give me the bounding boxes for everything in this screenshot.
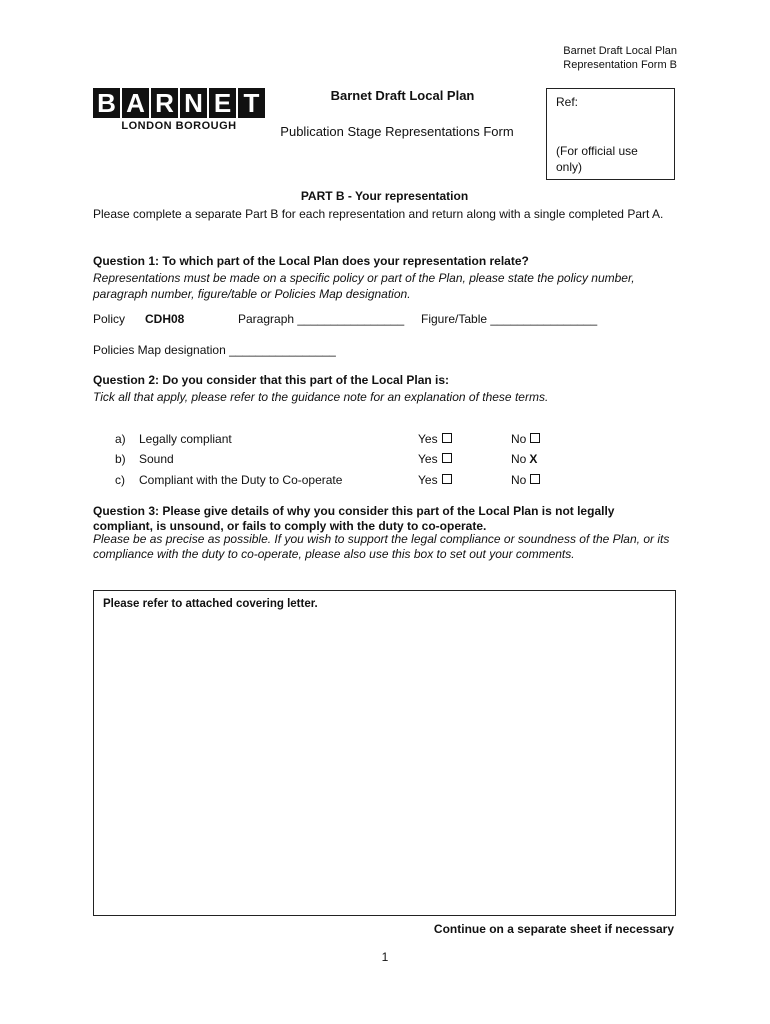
comment-text: Please refer to attached covering letter. (103, 598, 318, 610)
yes-option[interactable] (418, 473, 452, 487)
policy-value[interactable]: CDH08 (145, 312, 185, 326)
page-number: 1 (381, 950, 389, 964)
form-header (563, 44, 677, 72)
list-item (93, 452, 676, 470)
form-subtitle: Publication Stage Representations Form (280, 124, 514, 139)
no-checked-mark[interactable]: X (529, 452, 538, 466)
yes-option[interactable] (418, 452, 452, 466)
paragraph-field[interactable]: Paragraph ________________ (238, 312, 405, 326)
yes-checkbox[interactable] (442, 474, 452, 484)
yes-label: Yes (418, 452, 438, 466)
ref-label: Ref: (556, 95, 579, 109)
no-checkbox[interactable] (530, 433, 540, 443)
barnet-logo (93, 88, 265, 132)
no-label: No (511, 432, 527, 446)
question-1-title: Question 1: To which part of the Local Plan does your representation relate? (93, 254, 529, 268)
no-option[interactable] (511, 432, 540, 446)
logo-letters (93, 88, 265, 118)
header-form-name: Representation Form B (563, 59, 677, 71)
yes-label: Yes (418, 473, 438, 487)
question-3-title: Question 3: Please give details of why you consider this part of the Local Plan is not legally compliant, is unsound, or fails to comply with the duty to co-operate. (93, 504, 615, 533)
yes-checkbox[interactable] (442, 453, 452, 463)
yes-label: Yes (418, 432, 438, 446)
logo-letter: A (122, 88, 149, 118)
list-item (93, 473, 676, 491)
item-label: Legally compliant (139, 432, 232, 446)
question-2-note: Tick all that apply, please refer to the guidance note for an explanation of these terms. (93, 390, 549, 404)
logo-letter: E (209, 88, 236, 118)
yes-checkbox[interactable] (442, 433, 452, 443)
question-2-title: Question 2: Do you consider that this part of the Local Plan is: (93, 373, 450, 387)
policy-label: Policy (93, 312, 126, 326)
policies-map-field[interactable]: Policies Map designation ________________ (93, 343, 336, 357)
item-label: Compliant with the Duty to Co-operate (139, 473, 343, 487)
figure-table-field[interactable]: Figure/Table ________________ (421, 312, 598, 326)
header-plan-name: Barnet Draft Local Plan (563, 45, 677, 57)
part-b-title: PART B - Your representation (300, 189, 469, 203)
comment-textbox[interactable] (93, 590, 676, 916)
no-label: No (511, 473, 527, 487)
yes-option[interactable] (418, 432, 452, 446)
no-option[interactable] (511, 473, 540, 487)
item-letter: a) (115, 432, 126, 446)
item-label: Sound (139, 452, 174, 466)
logo-subtitle: LONDON BOROUGH (121, 120, 237, 132)
question-1-note: Representations must be made on a specific policy or part of the Plan, please state the policy number, paragraph number, figure/table or Policies Map designation. (93, 271, 635, 301)
logo-letter: N (180, 88, 207, 118)
ref-note: (For official use only) (556, 144, 638, 174)
no-option[interactable] (511, 452, 537, 466)
no-checkbox[interactable] (530, 474, 540, 484)
form-title: Barnet Draft Local Plan (330, 88, 475, 103)
item-letter: c) (115, 473, 125, 487)
list-item (93, 432, 676, 450)
logo-letter: T (238, 88, 265, 118)
item-letter: b) (115, 452, 126, 466)
official-ref-box (546, 88, 675, 180)
continue-note: Continue on a separate sheet if necessary (433, 922, 674, 936)
logo-letter: B (93, 88, 120, 118)
no-label: No (511, 452, 527, 466)
part-b-instructions: Please complete a separate Part B for each representation and return along with a single completed Part A. (93, 207, 664, 221)
question-3-note: Please be as precise as possible. If you wish to support the legal compliance or soundness of the Plan, or its compliance with the duty to co-operate, please also use this box to set out your comments. (93, 532, 670, 561)
logo-letter: R (151, 88, 178, 118)
